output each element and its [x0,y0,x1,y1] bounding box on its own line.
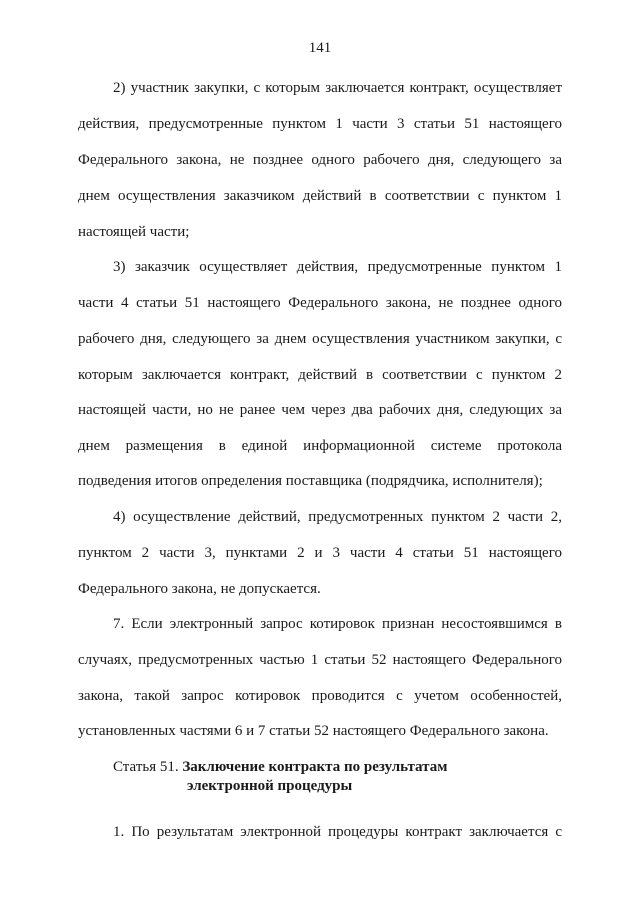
paragraph-line: подведения итогов определения поставщика (подрядчика, исполнителя); [78,473,543,489]
paragraph-line: рабочего дня, следующего за днем осуществления участником закупки, с [78,331,562,347]
paragraph-line: днем осуществления заказчиком действий в соответствии с пунктом 1 [78,188,562,204]
paragraph-line: 7. Если электронный запрос котировок признан несостоявшимся в [113,616,562,632]
paragraph-line: установленных частями 6 и 7 статьи 52 настоящего Федерального закона. [78,723,549,739]
page-number: 141 [308,40,332,56]
paragraph-line: 1. По результатам электронной процедуры контракт заключается с [113,824,562,840]
paragraph-line: Федерального закона, не позднее одного рабочего дня, следующего за [78,152,562,168]
article-heading [113,758,447,776]
paragraph-line: части 4 статьи 51 настоящего Федерального закона, не позднее одного [78,295,562,311]
paragraph-line: 4) осуществление действий, предусмотренных пунктом 2 части 2, [113,509,562,525]
paragraph-line: Федерального закона, не допускается. [78,581,321,597]
article-title-line-2: электронной процедуры [187,778,353,794]
paragraph-line: случаях, предусмотренных частью 1 статьи 52 настоящего Федерального [78,652,562,668]
article-number: Статья 51. [113,759,179,775]
paragraph-line: 3) заказчик осуществляет действия, предусмотренные пунктом 1 [113,259,562,275]
paragraph-line: днем размещения в единой информационной системе протокола [78,438,562,454]
paragraph-line: 2) участник закупки, с которым заключается контракт, осуществляет [113,80,562,96]
paragraph-line: настоящей части, но не ранее чем через два рабочих дня, следующих за [78,402,562,418]
article-title-line-1: Заключение контракта по результатам [182,759,448,775]
paragraph-line: действия, предусмотренные пунктом 1 части 3 статьи 51 настоящего [78,116,562,132]
paragraph-line: закона, такой запрос котировок проводится с учетом особенностей, [78,688,562,704]
article-heading-continued [187,777,352,795]
paragraph-line: настоящей части; [78,224,190,240]
paragraph-line: пунктом 2 части 3, пунктами 2 и 3 части 4 статьи 51 настоящего [78,545,562,561]
paragraph-line: которым заключается контракт, действий в соответствии с пунктом 2 [78,367,562,383]
